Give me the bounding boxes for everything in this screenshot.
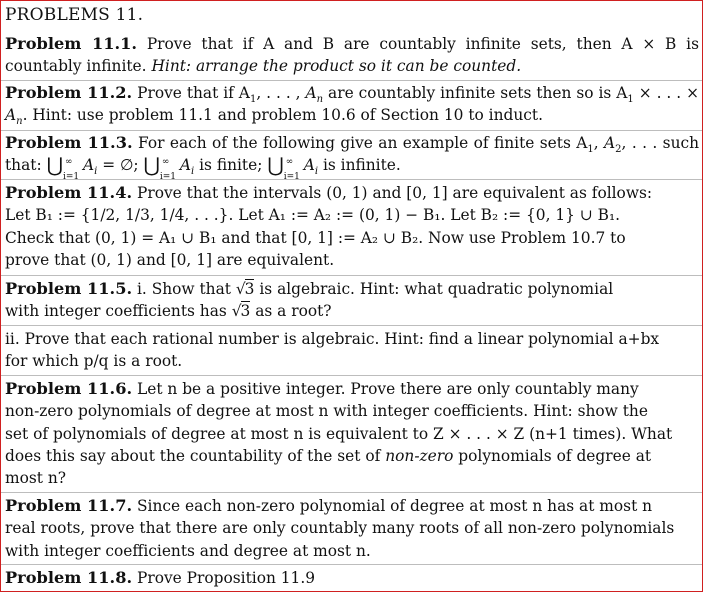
problem-text: Since each non-zero polynomial of degree at most n has at most n xyxy=(137,497,653,515)
problem-11-2: Problem 11.2. Prove that if $A_1$, . . . , $A_n$ are countably infinite sets then so is $A_1$ × . . . × $A_n$. Hint: use problem 11.1 and problem 10.6 of Section 10 to induct. xyxy=(5,83,699,128)
problem-11-7 xyxy=(5,495,699,562)
problem-text: Prove Proposition 11.9 xyxy=(137,569,316,587)
problem-text: real roots, prove that there are only countably many roots of all non-zero polynomials xyxy=(5,519,675,538)
problem-11-5: Problem 11.5. i. Show that √3 is algebraic. Hint: what quadratic polynomial with integer coefficients has √3 as a root? xyxy=(5,279,614,321)
problem-11-3: Problem 11.3. For each of the following give an example of finite sets $A_1$, $A_2$, . . . such that: ⋃ ∞ i=1 $A_i$ = ∅; ⋃ ∞ i=1 $A_i$ is finite; ⋃ ∞ i=1 $A_i$ is infinite. xyxy=(5,133,700,183)
problem-text: i. Show that xyxy=(137,280,231,298)
problem-title: Problem 11.2. xyxy=(5,83,133,102)
problem-hint: Hint: use problem 11.1 and problem 10.6 of Section 10 to induct. xyxy=(32,106,543,125)
problem-title: Problem 11.3. xyxy=(5,133,133,152)
separator xyxy=(1,80,703,81)
problem-text: non-zero polynomials of degree at most n with integer coefficients. Hint: show the xyxy=(5,402,648,421)
problem-text: such that: xyxy=(5,134,700,175)
problem-text: for which p/q is a root. xyxy=(5,352,183,371)
problem-title: Problem 11.7. xyxy=(5,496,133,515)
problem-11-6 xyxy=(5,378,699,489)
problem-text: with integer coefficients and degree at most n. xyxy=(5,541,371,560)
problem-11-1 xyxy=(5,33,699,78)
problem-title: Problem 11.5. xyxy=(5,279,133,298)
problem-text: are countably infinite sets then so is A xyxy=(328,84,628,102)
separator xyxy=(1,179,703,180)
problem-text: is infinite. xyxy=(322,156,401,175)
problem-11-4 xyxy=(5,182,699,271)
problem-text: ii. Prove that each rational number is algebraic. Hint: find a linear polynomial a+bx xyxy=(5,330,660,348)
problem-text: Let B₁ := {1/2, 1/3, 1/4, . . .}. Let A₁ := A₂ := (0, 1) − B₁. Let B₂ := {0, 1} ∪ B₁. xyxy=(5,206,621,225)
problem-text: with integer coefficients has xyxy=(5,302,227,321)
problem-text: Prove that if A and B are countably infinite sets, then A × B is countably infinite. xyxy=(5,35,699,76)
problem-title: Problem 11.6. xyxy=(5,379,133,398)
separator xyxy=(1,492,703,493)
problem-title: Problem 11.8. xyxy=(5,568,133,587)
problem-title: Problem 11.4. xyxy=(5,183,133,202)
problem-text: For each of the following give an example of finite sets A xyxy=(138,134,588,152)
page-heading: PROBLEMS 11. xyxy=(5,5,144,25)
separator xyxy=(1,564,703,565)
problem-11-5-part-ii xyxy=(5,328,699,373)
problem-text: most n? xyxy=(5,469,66,488)
problem-11-8 xyxy=(5,567,699,589)
separator xyxy=(1,275,703,276)
problem-text: Prove that the intervals (0, 1) and [0, 1] are equivalent as follows: xyxy=(137,184,653,202)
problem-text: Prove that if A xyxy=(137,84,250,102)
problem-text: polynomials of degree at xyxy=(458,446,652,465)
problem-title: Problem 11.1. xyxy=(5,34,138,53)
problem-text: Let n be a positive integer. Prove there are only countably many xyxy=(137,380,639,398)
problem-text: is algebraic. Hint: what quadratic polynomial xyxy=(259,280,614,298)
problem-emphasis: non-zero xyxy=(385,446,454,465)
problem-text: does this say about the countability of the set of xyxy=(5,446,381,465)
problem-text: is finite; xyxy=(199,156,263,175)
problem-text: Check that (0, 1) = A₁ ∪ B₁ and that [0, 1] := A₂ ∪ B₂. Now use Problem 10.7 to xyxy=(5,228,626,247)
problem-hint: Hint: arrange the product so it can be counted. xyxy=(151,57,522,76)
separator xyxy=(1,130,703,131)
separator xyxy=(1,325,703,326)
separator xyxy=(1,375,703,376)
problem-text: set of polynomials of degree at most n is equivalent to Z × . . . × Z (n+1 times). What xyxy=(5,424,673,443)
problem-text: as a root? xyxy=(255,302,332,321)
problem-text: prove that (0, 1) and [0, 1] are equivalent. xyxy=(5,250,335,269)
